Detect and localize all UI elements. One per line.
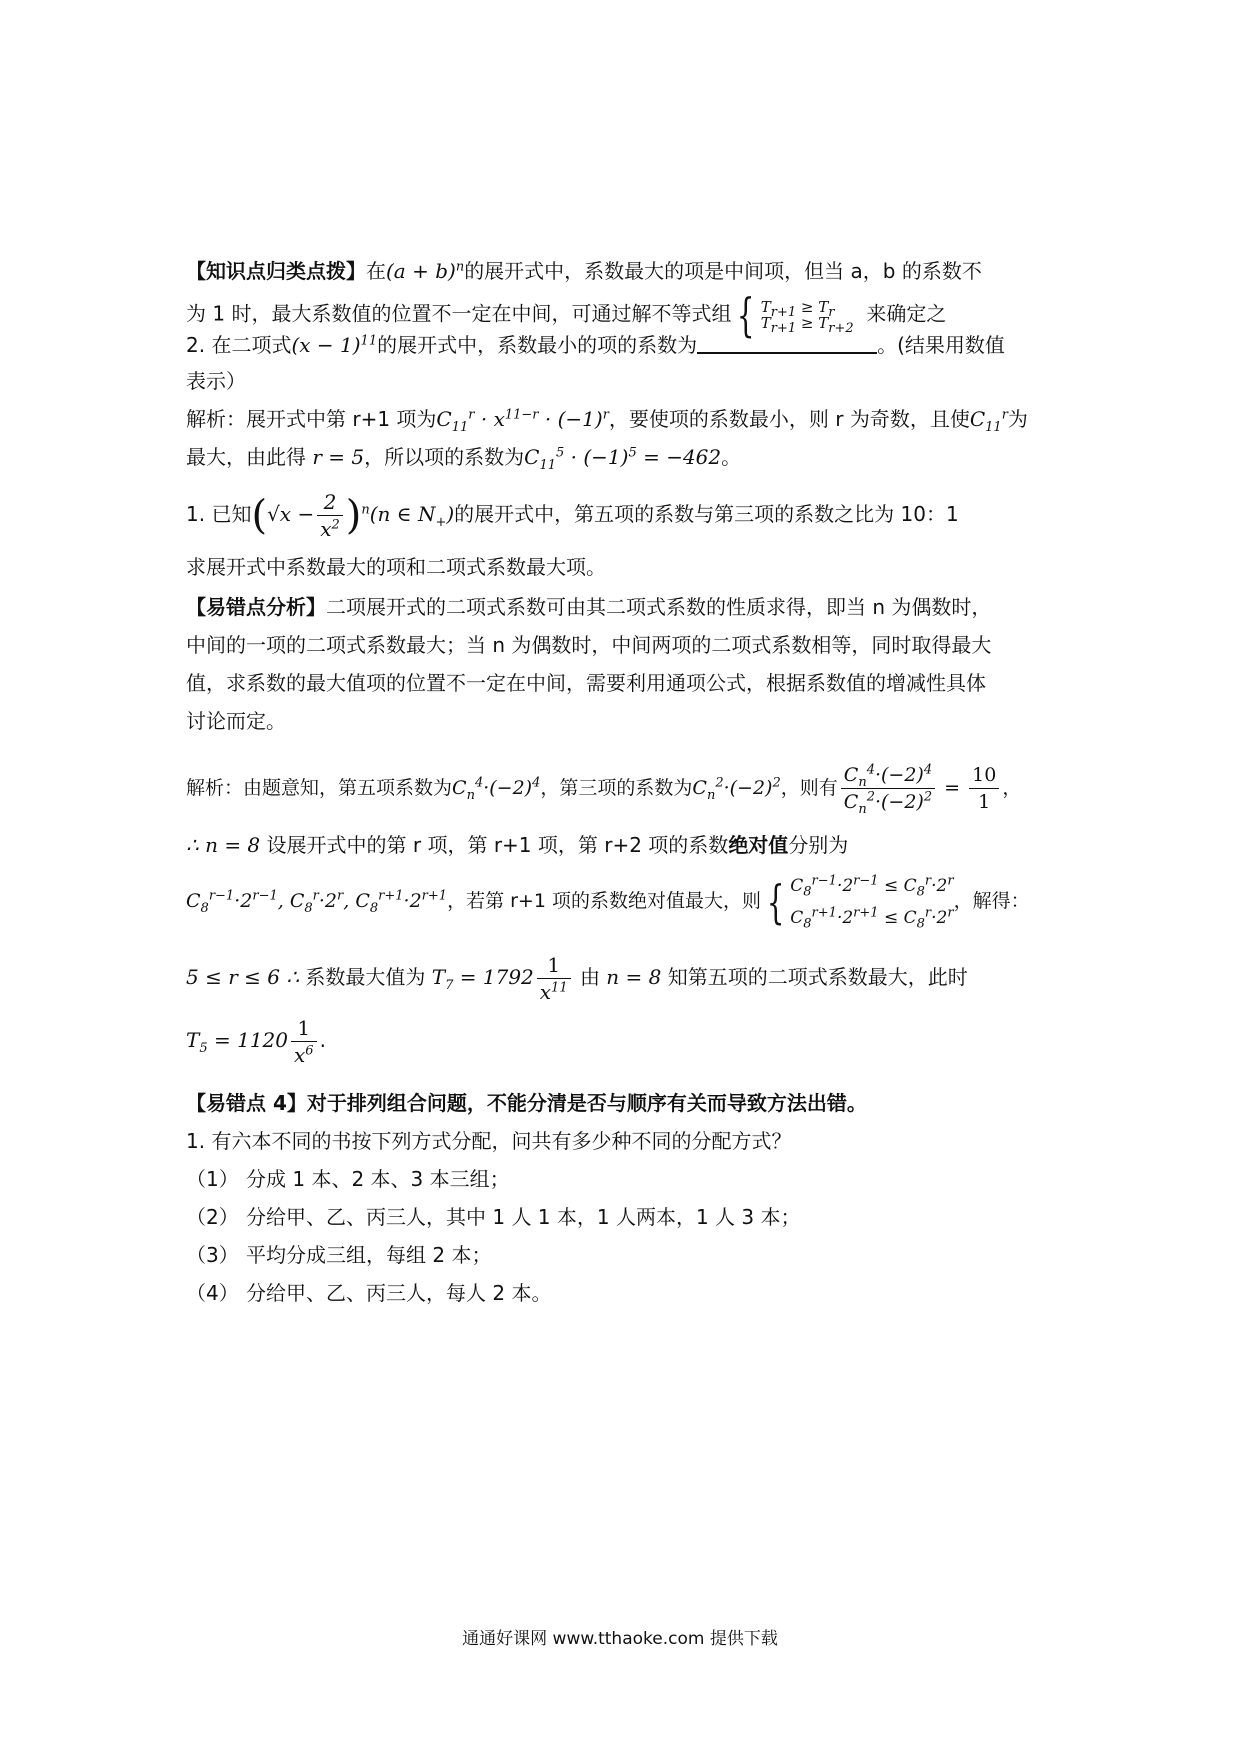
solution-1-line-2: ∴ n = 8 设展开式中的第 r 项，第 r+1 项，第 r+2 项的系数绝对值分别为 <box>186 833 849 857</box>
question-2: 2. 在二项式$(x - 1)^{11}$的展开式中，系数最小的项的系数为 。(结果用数值 <box>186 333 1005 357</box>
formula-general-term: $C_{11}^r \cdot x^{11-r} \cdot (-1)^r$ <box>436 407 609 435</box>
knowledge-heading: 【知识点归类点拨】 <box>186 259 366 283</box>
formula-x-minus-1-11: $(x - 1)^{11}$ <box>291 333 378 357</box>
formula-n-in-N: (n ∈ $N_+$) <box>369 502 455 530</box>
books-question: 1. 有六本不同的书按下列方式分配，问共有多少种不同的分配方式？ <box>186 1129 792 1153</box>
solution-1-line-5: $T_5 = 1120$ $\frac{1}{x^6}$ . <box>186 1016 326 1067</box>
formula-a-plus-b-n: $(a + b)^n$ <box>386 259 465 283</box>
solution-1-line-1: 解析：由题意知，第五项系数为$C_n^4\cdot(-2)^4$，第三项的系数为$C_n^2\cdot(-2)^2$，则有 $\frac{C_n^4\cdot(-2)^4}{C_n^2\cdot(-2)^2}$ = $\frac{10}{1}$ ， <box>186 762 1022 817</box>
formula-n-equals-8: ∴ n = 8 <box>186 833 267 857</box>
answer-blank[interactable] <box>697 332 877 354</box>
formula-result-462: $C_{11}^5 \cdot (-1)^5 = -462$ <box>524 445 722 473</box>
knowledge-line-2: 为 1 时，最大系数值的位置不一定在中间，可通过解不等式组 { $T_{r+1} \ge T_r$ $T_{r+1} \ge T_{r+2}$ 来确定之 <box>186 288 947 342</box>
formula-r-range: 5 ≤ r ≤ 6 ∴ <box>186 965 306 989</box>
formula-three-coefs: $C_8^{r-1}\cdot 2^{r-1}$, $C_8^r\cdot 2^r$, $C_8^{r+1}\cdot 2^{r+1}$ <box>186 888 448 916</box>
formula-c-11-r: $C_{11}^r$ <box>969 407 1008 435</box>
analysis-line-4: 讨论而定。 <box>186 709 286 733</box>
solution-2-line-2: 最大，由此得 r = 5，所以项的系数为$C_{11}^5 \cdot (-1)^5 = -462$。 <box>186 445 742 473</box>
books-item-4: （4） 分给甲、乙、丙三人，每人 2 本。 <box>186 1281 552 1305</box>
books-item-1: （1） 分成 1 本、2 本、3 本三组； <box>186 1167 510 1191</box>
solution-1-line-4: 5 ≤ r ≤ 6 ∴ 系数最大值为 $T_7 = 1792$ $\frac{1}{x^{11}}$ 由 n = 8 知第五项的二项式系数最大，此时 <box>186 953 968 1004</box>
error-point-4-heading: 【易错点 4】 <box>186 1091 307 1115</box>
formula-t7: $T_7 = 1792$ <box>425 965 534 993</box>
formula-binomial: √x − <box>267 502 315 526</box>
books-item-2: （2） 分给甲、乙、丙三人，其中 1 人 1 本，1 人两本，1 人 3 本； <box>186 1205 801 1229</box>
analysis-line-3: 值，求系数的最大值项的位置不一定在中间，需要利用通项公式，根据系数值的增减性具体 <box>186 671 986 695</box>
solution-1-line-3: $C_8^{r-1}\cdot 2^{r-1}$, $C_8^r\cdot 2^r$, $C_8^{r+1}\cdot 2^{r+1}$，若第 r+1 项的系数绝对值最大，则 { $C_8^{r-1}\cdot 2^{r-1} \le C_8^r\cdot 2^r$ $C_8^{r+1}\cdot 2^{r+1} \le C_8^r\cdot 2^r$ ，解得： <box>186 866 1066 936</box>
brace-symbol: { <box>737 288 755 342</box>
solution-2-line-1: 解析：展开式中第 r+1 项为$C_{11}^r \cdot x^{11-r} \cdot (-1)^r$，要使项的系数最小，则 r 为奇数，且使$C_{11}^r$为 <box>186 407 1028 435</box>
error-point-4: 【易错点 4】对于排列组合问题，不能分清是否与顺序有关而导致方法出错。 <box>186 1091 867 1115</box>
formula-third-coef: $C_n^2\cdot(-2)^2$ <box>692 775 781 803</box>
analysis-heading: 【易错点分析】 <box>186 595 326 619</box>
question-1: 1. 已知(√x − $\frac{2}{x^2}$ )$^n$(n ∈ $N_+$)的展开式中，第五项的系数与第三项的系数之比为 10：1 <box>186 490 959 541</box>
formula-t5: $T_5 = 1120$ <box>186 1028 288 1056</box>
question-2-cont: 表示） <box>186 369 246 393</box>
books-item-3: （3） 平均分成三组，每组 2 本； <box>186 1243 492 1267</box>
formula-ratio: $\frac{C_n^4\cdot(-2)^4}{C_n^2\cdot(-2)^2}$ <box>841 762 935 815</box>
analysis-line-1: 【易错点分析】二项展开式的二项式系数可由其二项式系数的性质求得，即当 n 为偶数时， <box>186 595 992 619</box>
formula-inequality-system: $C_8^{r-1}\cdot 2^{r-1} \le C_8^r\cdot 2^r$ $C_8^{r+1}\cdot 2^{r+1} \le C_8^r\cdot 2^r$ <box>790 872 954 931</box>
page-footer: 通通好课网 www.tthaoke.com 提供下载 <box>462 1629 778 1649</box>
knowledge-line-1: 【知识点归类点拨】在$(a + b)^n$的展开式中，系数最大的项是中间项，但当 a，b 的系数不 <box>186 259 982 283</box>
analysis-line-2: 中间的一项的二项式系数最大；当 n 为偶数时，中间两项的二项式系数相等，同时取得最大 <box>186 633 992 657</box>
formula-fifth-coef: $C_n^4\cdot(-2)^4$ <box>452 775 541 803</box>
inequality-system: $T_{r+1} \ge T_r$ $T_{r+1} \ge T_{r+2}$ <box>760 298 854 336</box>
question-1-ask: 求展开式中系数最大的项和二项式系数最大项。 <box>186 555 606 579</box>
formula-r-equals-5: r = 5 <box>306 445 365 469</box>
